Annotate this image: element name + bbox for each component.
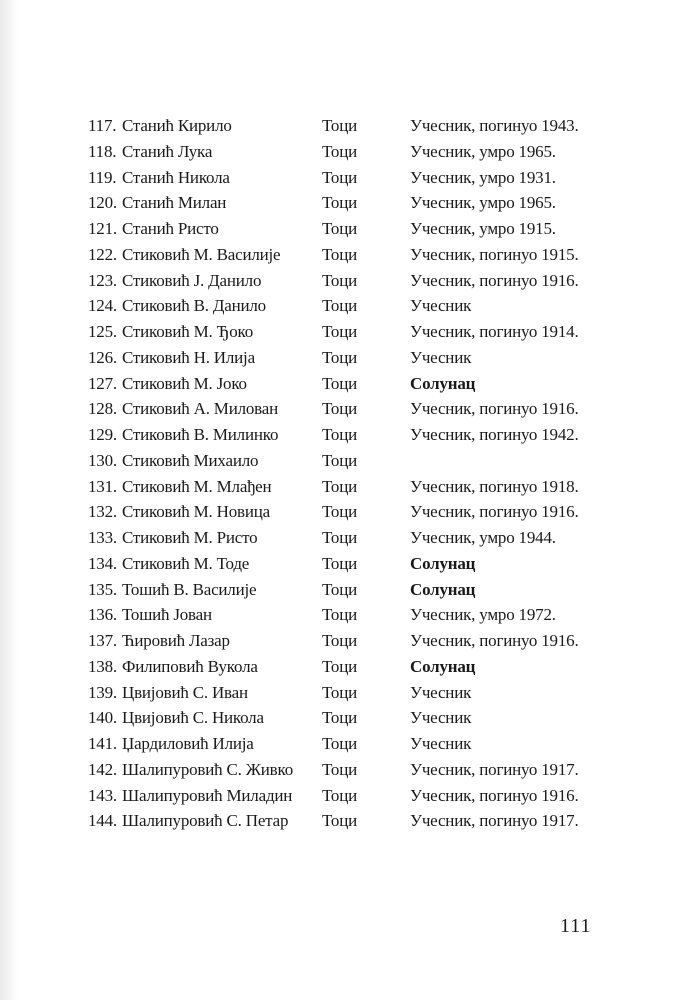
list-item [0, 139, 678, 165]
list-item [0, 551, 678, 577]
village-name: Тоци [322, 759, 358, 779]
person-name: Цвијовић С. Иван [122, 682, 248, 702]
village-name: Тоци [322, 244, 358, 264]
entry-number: 124. [88, 296, 117, 316]
person-name: Филиповић Вукола [122, 656, 258, 676]
person-name: Станић Лука [122, 141, 213, 161]
participation-status: Учесник [410, 708, 472, 728]
participation-status: Учесник, погинуо 1916. [410, 631, 579, 650]
list-item [0, 628, 678, 654]
entry-number: 125. [88, 322, 117, 341]
person-name: Стиковић М. Ђоко [122, 322, 254, 341]
entry-number: 139. [88, 682, 117, 702]
participation-status: Учесник, погинуо 1916. [410, 502, 579, 522]
village-name: Тоци [322, 682, 358, 702]
person-name: Стиковић М. Новица [122, 502, 270, 522]
participation-status: Учесник, погинуо 1916. [410, 399, 579, 419]
list-item [0, 783, 678, 809]
list-item [0, 808, 678, 834]
village-name: Тоци [322, 502, 358, 522]
entry-number: 135. [88, 579, 117, 599]
participation-status: Учесник, умро 1972. [410, 605, 556, 625]
entry-number: 142. [88, 759, 117, 779]
participation-status: Учесник, умро 1965. [410, 193, 556, 213]
entry-number: 119. [88, 167, 117, 187]
participation-status: Учесник, погинуо 1916. [410, 785, 579, 805]
village-name: Тоци [322, 399, 358, 419]
participation-status: Учесник, погинуо 1917. [410, 759, 579, 779]
list-item [0, 319, 678, 345]
village-name: Тоци [322, 553, 358, 573]
participation-status: Учесник, погинуо 1918. [410, 476, 579, 496]
entry-number: 137. [88, 631, 117, 650]
entry-number: 133. [88, 528, 117, 547]
list-item [0, 577, 678, 603]
person-name: Тошић В. Василије [122, 579, 257, 599]
participation-status: Учесник, умро 1944. [410, 528, 556, 547]
participation-status: Солунац [410, 579, 476, 599]
person-name: Цвијовић С. Никола [122, 708, 264, 728]
participation-status: Учесник, погинуо 1942. [410, 425, 579, 444]
person-name: Стиковић М. Млађен [122, 476, 272, 496]
village-name: Тоци [322, 785, 358, 805]
list-item [0, 345, 678, 371]
village-name: Тоци [322, 347, 358, 367]
list-item [0, 190, 678, 216]
list-item [0, 396, 678, 422]
list-item [0, 731, 678, 757]
list-item [0, 448, 678, 474]
entry-number: 130. [88, 450, 117, 470]
participation-status: Учесник, погинуо 1914. [410, 322, 579, 341]
list-item [0, 525, 678, 551]
person-name: Џардиловић Илија [122, 734, 254, 753]
person-name: Шалипуровић С. Живко [122, 759, 293, 779]
person-name: Стиковић Н. Илија [122, 347, 255, 367]
list-item [0, 705, 678, 731]
entry-number: 138. [88, 656, 117, 676]
participation-status: Солунац [410, 656, 476, 676]
participation-status: Учесник, умро 1965. [410, 141, 556, 161]
person-name: Стиковић Ј. Данило [122, 270, 262, 290]
participation-status: Учесник, погинуо 1916. [410, 270, 579, 290]
village-name: Тоци [322, 656, 358, 676]
village-name: Тоци [322, 167, 358, 187]
entry-number: 136. [88, 605, 117, 625]
list-item [0, 602, 678, 628]
participation-status: Учесник, погинуо 1943. [410, 116, 579, 135]
entry-number: 129. [88, 425, 117, 444]
person-name: Стиковић М. Јоко [122, 373, 247, 393]
entry-number: 121. [88, 219, 117, 238]
list-item [0, 113, 678, 139]
person-name: Стиковић В. Данило [122, 296, 266, 316]
village-name: Тоци [322, 811, 358, 831]
person-name: Стиковић М. Ристо [122, 528, 258, 547]
village-name: Тоци [322, 373, 358, 393]
village-name: Тоци [322, 322, 358, 341]
participation-status: Учесник [410, 734, 472, 753]
person-name: Станић Ристо [122, 219, 219, 238]
participation-status: Учесник [410, 347, 472, 367]
list-item [0, 293, 678, 319]
village-name: Тоци [322, 450, 358, 470]
page-number: 111 [560, 915, 592, 937]
participation-status: Солунац [410, 553, 476, 573]
person-name: Шалипуровић Миладин [122, 785, 293, 805]
entry-number: 117. [88, 116, 117, 135]
village-name: Тоци [322, 270, 358, 290]
person-name: Станић Никола [122, 167, 230, 187]
village-name: Тоци [322, 528, 358, 547]
list-item [0, 242, 678, 268]
person-name: Станић Кирило [122, 116, 232, 135]
list-item [0, 680, 678, 706]
village-name: Тоци [322, 116, 358, 135]
entry-number: 128. [88, 399, 117, 419]
participation-status: Учесник, умро 1931. [410, 167, 556, 187]
village-name: Тоци [322, 708, 358, 728]
entry-number: 126. [88, 347, 117, 367]
participation-status: Солунац [410, 373, 476, 393]
list-item [0, 499, 678, 525]
list-item [0, 654, 678, 680]
participation-status: Учесник, умро 1915. [410, 219, 556, 238]
entry-number: 131. [88, 476, 117, 496]
village-name: Тоци [322, 476, 358, 496]
entry-number: 127. [88, 373, 117, 393]
village-name: Тоци [322, 219, 358, 238]
village-name: Тоци [322, 605, 358, 625]
participation-status: Учесник, погинуо 1917. [410, 811, 579, 831]
entry-number: 143. [88, 785, 117, 805]
list-item [0, 165, 678, 191]
village-name: Тоци [322, 193, 358, 213]
participation-status: Учесник, погинуо 1915. [410, 244, 579, 264]
entry-number: 140. [88, 708, 117, 728]
participant-list [0, 113, 678, 834]
person-name: Стиковић М. Тоде [122, 553, 250, 573]
person-name: Стиковић А. Милован [122, 399, 279, 419]
village-name: Тоци [322, 296, 358, 316]
village-name: Тоци [322, 734, 358, 753]
entry-number: 144. [88, 811, 117, 831]
entry-number: 122. [88, 244, 117, 264]
list-item [0, 422, 678, 448]
person-name: Шалипуровић С. Петар [122, 811, 289, 831]
village-name: Тоци [322, 631, 358, 650]
village-name: Тоци [322, 579, 358, 599]
list-item [0, 474, 678, 500]
person-name: Ћировић Лазар [122, 631, 230, 650]
village-name: Тоци [322, 425, 358, 444]
person-name: Тошић Јован [122, 605, 212, 625]
participation-status: Учесник [410, 296, 472, 316]
person-name: Стиковић В. Милинко [122, 425, 279, 444]
entry-number: 134. [88, 553, 117, 573]
list-item [0, 268, 678, 294]
village-name: Тоци [322, 141, 358, 161]
list-item [0, 216, 678, 242]
person-name: Стиковић М. Василије [122, 244, 281, 264]
list-item [0, 371, 678, 397]
person-name: Станић Милан [122, 193, 227, 213]
entry-number: 120. [88, 193, 117, 213]
list-item [0, 757, 678, 783]
entry-number: 132. [88, 502, 117, 522]
entry-number: 118. [88, 141, 117, 161]
entry-number: 141. [88, 734, 117, 753]
entry-number: 123. [88, 270, 117, 290]
participation-status: Учесник [410, 682, 472, 702]
person-name: Стиковић Михаило [122, 450, 259, 470]
